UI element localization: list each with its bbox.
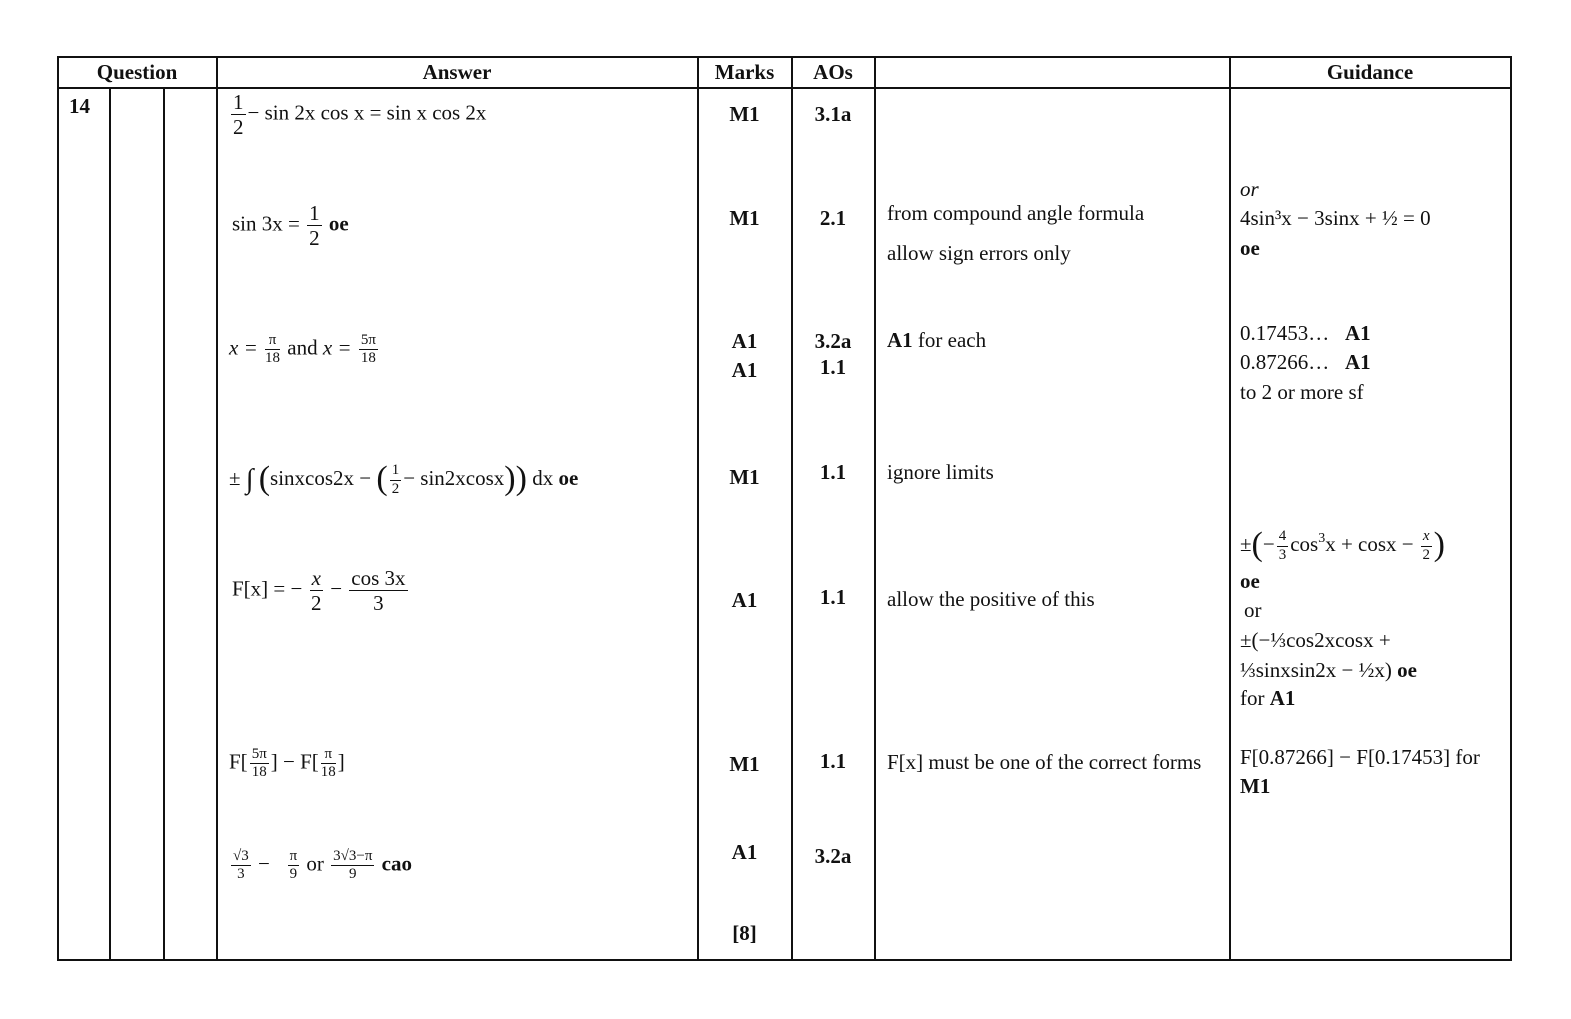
guidance-oe: oe xyxy=(1240,236,1260,260)
guidance-oe: oe xyxy=(1240,569,1260,593)
table-border-top xyxy=(57,56,1512,58)
fraction: $\frac{x}{2}$ xyxy=(311,566,322,616)
table-border-left xyxy=(57,56,59,961)
marks-step-3a: A1 xyxy=(731,329,758,353)
fraction: $\frac{\pi}{18}$ xyxy=(320,746,336,781)
answer-step-2: sin 3x = $\frac{1}{2}$ oe xyxy=(232,201,349,251)
column-divider xyxy=(874,56,876,961)
answer-step-4: ± ∫ (sinxcos2x − ( $\frac{1}{2}$ − sin2xcosx)) dx oe xyxy=(229,460,579,497)
comment-ignore-limits: ignore limits xyxy=(887,460,994,484)
guidance-or: or xyxy=(1240,177,1259,201)
fraction: $\frac{\pi}{18}$ xyxy=(265,332,280,367)
answer-final: $\frac{√3}{3}$ − $\frac{\pi}{9}$ or $\frac{3√3-\pi}{9}$ cao xyxy=(233,848,412,883)
aos-step-5: 1.1 xyxy=(819,585,847,609)
column-divider xyxy=(163,87,165,961)
column-divider xyxy=(216,56,218,961)
answer-step-3: x = $\frac{\pi}{18}$ and x = $\frac{5\pi}{18}$ xyxy=(229,332,376,367)
guidance-for-a1: for A1 xyxy=(1240,686,1296,710)
aos-step-4: 1.1 xyxy=(819,460,847,484)
question-number: 14 xyxy=(69,94,90,118)
guidance-sf: to 2 or more sf xyxy=(1240,380,1364,404)
marks-step-3b: A1 xyxy=(731,358,758,382)
header-question: Question xyxy=(96,60,178,84)
fraction: $\frac{√3}{3}$ xyxy=(233,848,249,883)
guidance-alt-form-2: ±(−⅓cos2xcosx + xyxy=(1240,628,1391,652)
header-marks: Marks xyxy=(714,60,775,84)
fraction: $\frac{1}{2}$ xyxy=(309,201,320,251)
fraction: $\frac{3√3-\pi}{9}$ xyxy=(333,848,373,883)
comment-compound-angle: from compound angle formula xyxy=(887,201,1145,225)
marks-step-4: M1 xyxy=(729,465,760,489)
fraction: $\frac{\cos 3x}{3}$ xyxy=(351,566,406,616)
fraction: $\frac{x}{2}$ xyxy=(1422,528,1430,563)
marks-step-2: M1 xyxy=(729,206,760,230)
answer-step-1: $\frac{1}{2}$ − sin 2x cos x = sin x cos 2x xyxy=(233,90,487,140)
marks-step-5: A1 xyxy=(731,588,758,612)
aos-step-2: 2.1 xyxy=(819,206,847,230)
fraction: $\frac{5\pi}{18}$ xyxy=(251,746,267,781)
header-guidance: Guidance xyxy=(1326,60,1414,84)
column-divider xyxy=(697,56,699,961)
answer-step-6: F[ $\frac{5\pi}{18}$ ] − F[ $\frac{\pi}{18}$ ] xyxy=(229,746,345,781)
aos-final: 3.2a xyxy=(814,844,852,868)
aos-step-3b: 1.1 xyxy=(819,355,847,379)
guidance-or: or xyxy=(1244,598,1262,622)
guidance-alt-form-1: ±(− $\frac{4}{3}$ $\cos^3x + \cos x$ − $\frac{x}{2}$ ) xyxy=(1240,526,1445,563)
fraction: $\frac{4}{3}$ xyxy=(1278,528,1287,563)
fraction: $\frac{\pi}{9}$ xyxy=(289,848,298,883)
header-aos: AOs xyxy=(813,60,853,84)
guidance-value-2: 0.87266… A1 xyxy=(1240,350,1371,374)
answer-step-5: F[x] = − $\frac{x}{2}$ − $\frac{\cos 3x}{3}$ xyxy=(232,566,406,616)
marks-final: A1 xyxy=(731,840,758,864)
guidance-numeric-check: F[0.87266] − F[0.17453] for xyxy=(1240,745,1480,769)
guidance-value-1: 0.17453… A1 xyxy=(1240,321,1371,345)
table-border-right xyxy=(1510,56,1512,961)
comment-allow-positive: allow the positive of this xyxy=(887,587,1095,611)
comment-for-each: A1 for each xyxy=(887,328,987,352)
aos-step-6: 1.1 xyxy=(819,749,847,773)
marks-step-1: M1 xyxy=(729,102,760,126)
comment-correct-forms: F[x] must be one of the correct forms xyxy=(887,750,1202,774)
header-answer: Answer xyxy=(422,60,492,84)
guidance-alt-form-3: ⅓sinxsin2x − ½x) oe xyxy=(1240,658,1417,682)
fraction: $\frac{5\pi}{18}$ xyxy=(360,332,376,367)
aos-step-3a: 3.2a xyxy=(814,329,852,353)
marks-step-6: M1 xyxy=(729,752,760,776)
header-divider xyxy=(57,87,1512,89)
column-divider xyxy=(1229,56,1231,961)
guidance-m1: M1 xyxy=(1240,774,1271,798)
table-border-bottom xyxy=(57,959,1512,961)
mark-scheme-table xyxy=(57,56,1512,961)
total-marks: [8] xyxy=(732,921,757,945)
fraction: $\frac{1}{2}$ xyxy=(391,462,400,497)
fraction: $\frac{1}{2}$ xyxy=(233,90,244,140)
comment-sign-errors: allow sign errors only xyxy=(887,241,1071,265)
column-divider xyxy=(791,56,793,961)
column-divider xyxy=(109,87,111,961)
aos-step-1: 3.1a xyxy=(814,102,852,126)
guidance-alt-equation: 4sin³x − 3sinx + ½ = 0 xyxy=(1240,206,1431,230)
